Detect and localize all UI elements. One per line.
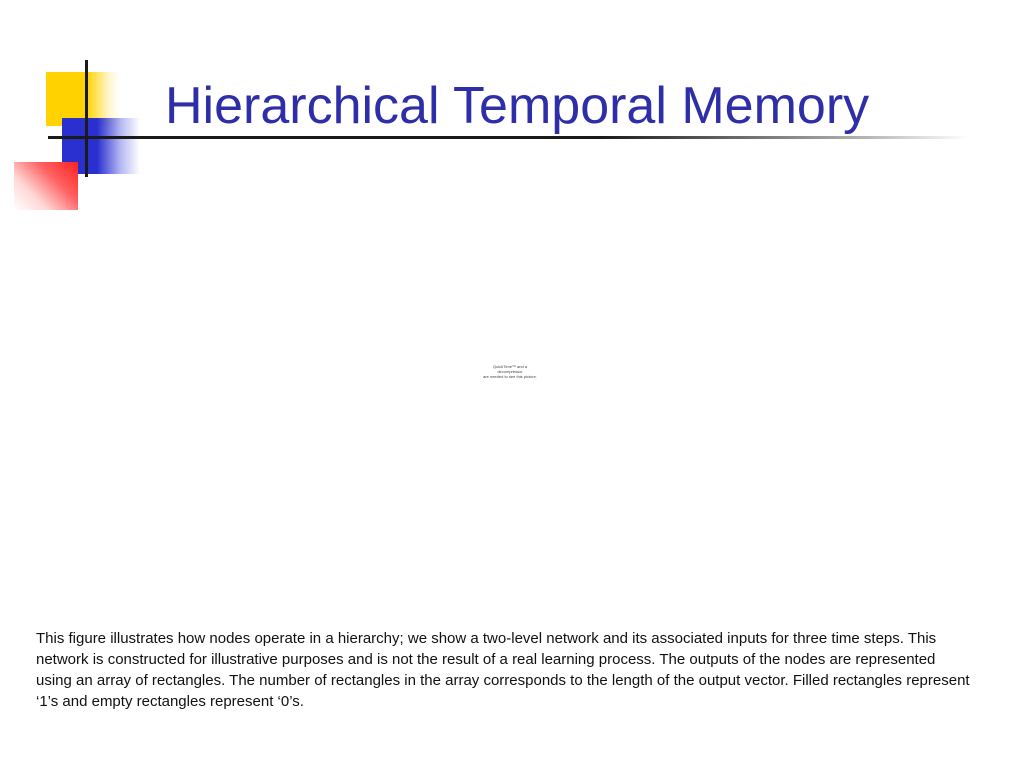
placeholder-line: decompressor [497,369,523,374]
slide-title: Hierarchical Temporal Memory [165,77,870,135]
placeholder-line: QuickTime™ and a [492,364,528,369]
figure-caption: This figure illustrates how nodes operate in a hierarchy; we show a two-level network and its associated inputs for three time steps. This network is constructed for illustrative purposes and is not the result of a real learning process. The outputs of the nodes are represented using an array of rectangles. The number of rectangles in the array corresponds to the length of the output vector. Filled rectangles represent ‘1’s and empty rectangles represent ‘0’s. [36,630,970,710]
decorative-vertical-line [85,60,88,177]
decorative-red-square [14,162,78,210]
placeholder-line: are needed to see this picture. [483,374,537,379]
quicktime-placeholder [478,364,542,379]
